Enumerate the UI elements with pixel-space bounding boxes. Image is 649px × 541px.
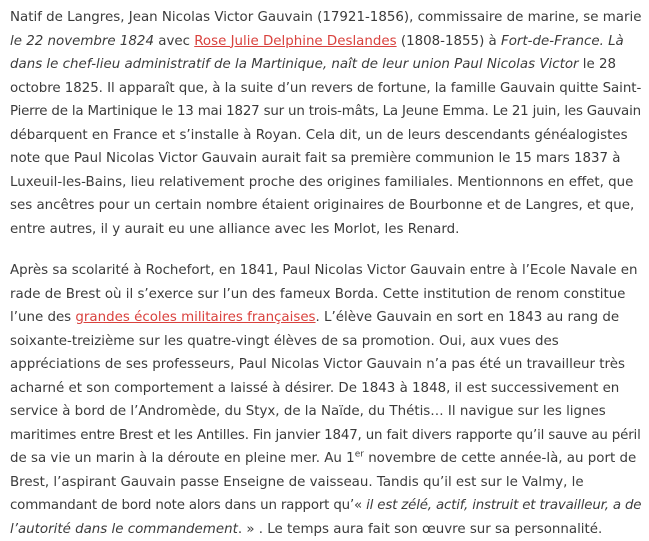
text-fragment: novembre de cette année-là, au port de bbox=[364, 451, 636, 466]
text-line: rade de Brest où il s’exerce sur l’un des fameux Borda. Cette institution de renom constitue bbox=[10, 283, 641, 307]
text-fragment: le 28 bbox=[579, 57, 617, 72]
text-line: entre autres, il y aurait eu une alliance avec les Morlot, les Renard. bbox=[10, 218, 641, 242]
text-fragment: l’une des bbox=[10, 310, 75, 325]
paragraph-1 bbox=[10, 6, 641, 241]
text-line: Pierre de la Martinique le 13 mai 1827 sur un trois-mâts, La Jeune Emma. Le 21 juin, les Gauvain bbox=[10, 100, 641, 124]
text-line bbox=[10, 447, 641, 471]
text-fragment: (1808-1855) à bbox=[397, 34, 501, 49]
text-fragment: avec bbox=[154, 34, 194, 49]
text-line: maritimes entre Brest et les Antilles. Fin janvier 1847, un fait divers rapporte qu’il sauve au péril bbox=[10, 424, 641, 448]
text-line: Brest, l’aspirant Gauvain passe Enseigne de vaisseau. Tandis qu’il est sur le Valmy, le bbox=[10, 471, 641, 495]
text-line bbox=[10, 494, 641, 518]
text-line: Luxeuil-les-Bains, lieu relativement proche des origines familiales. Mentionnons en effet, que bbox=[10, 171, 641, 195]
text-line: service à bord de l’Andromède, du Styx, de la Naïde, du Thétis… Il navigue sur les lignes bbox=[10, 400, 641, 424]
text-line: débarquent en France et s’installe à Royan. Cela dit, un de leurs descendants généalogistes bbox=[10, 124, 641, 148]
paragraph-2 bbox=[10, 259, 641, 541]
italic-fragment: dans le chef-lieu administratif de la Martinique, naît de leur union Paul Nicolas Victor bbox=[10, 57, 579, 72]
text-line: soixante-treizième sur les quatre-vingt élèves de sa promotion. Oui, aux vues des bbox=[10, 330, 641, 354]
italic-date: le 22 novembre 1824 bbox=[10, 34, 154, 49]
text-line: octobre 1825. Il apparaît que, à la suite d’un revers de fortune, la famille Gauvain quitte Saint- bbox=[10, 77, 641, 101]
text-fragment: . L’élève Gauvain en sort en 1843 au rang de bbox=[316, 310, 620, 325]
link-grandes-ecoles-militaires[interactable]: grandes écoles militaires françaises bbox=[75, 310, 315, 325]
text-line bbox=[10, 518, 641, 541]
text-fragment: commandant de bord note alors dans un rapport qu’« bbox=[10, 498, 366, 513]
text-line: note que Paul Nicolas Victor Gauvain aurait fait sa première communion le 15 mars 1837 à bbox=[10, 147, 641, 171]
italic-fragment: Fort-de-France. Là bbox=[501, 34, 624, 49]
text-line bbox=[10, 53, 641, 77]
italic-quote: il est zélé, actif, instruit et travailleur, a de bbox=[366, 498, 641, 513]
text-line: ses ancêtres pour un certain nombre étaient originaires de Bourbonne et de Langres, et que, bbox=[10, 194, 641, 218]
text-line: appréciations de ses professeurs, Paul Nicolas Victor Gauvain n’a pas été un travailleur très bbox=[10, 353, 641, 377]
text-line bbox=[10, 306, 641, 330]
link-rose-julie-delphine-deslandes[interactable]: Rose Julie Delphine Deslandes bbox=[194, 34, 396, 49]
text-line: Après sa scolarité à Rochefort, en 1841, Paul Nicolas Victor Gauvain entre à l’Ecole Navale en bbox=[10, 259, 641, 283]
italic-quote: l’autorité dans le commandement bbox=[10, 522, 238, 537]
text-line: Natif de Langres, Jean Nicolas Victor Gauvain (17921-1856), commissaire de marine, se marie bbox=[10, 6, 641, 30]
text-fragment: . » . Le temps aura fait son œuvre sur sa personnalité. bbox=[238, 522, 602, 537]
text-line: acharné et son comportement a laissé à désirer. De 1843 à 1848, il est successivement en bbox=[10, 377, 641, 401]
text-fragment: de sa vie un marin à la déroute en pleine mer. Au 1 bbox=[10, 451, 355, 466]
superscript-er: er bbox=[355, 450, 364, 460]
text-line bbox=[10, 30, 641, 54]
